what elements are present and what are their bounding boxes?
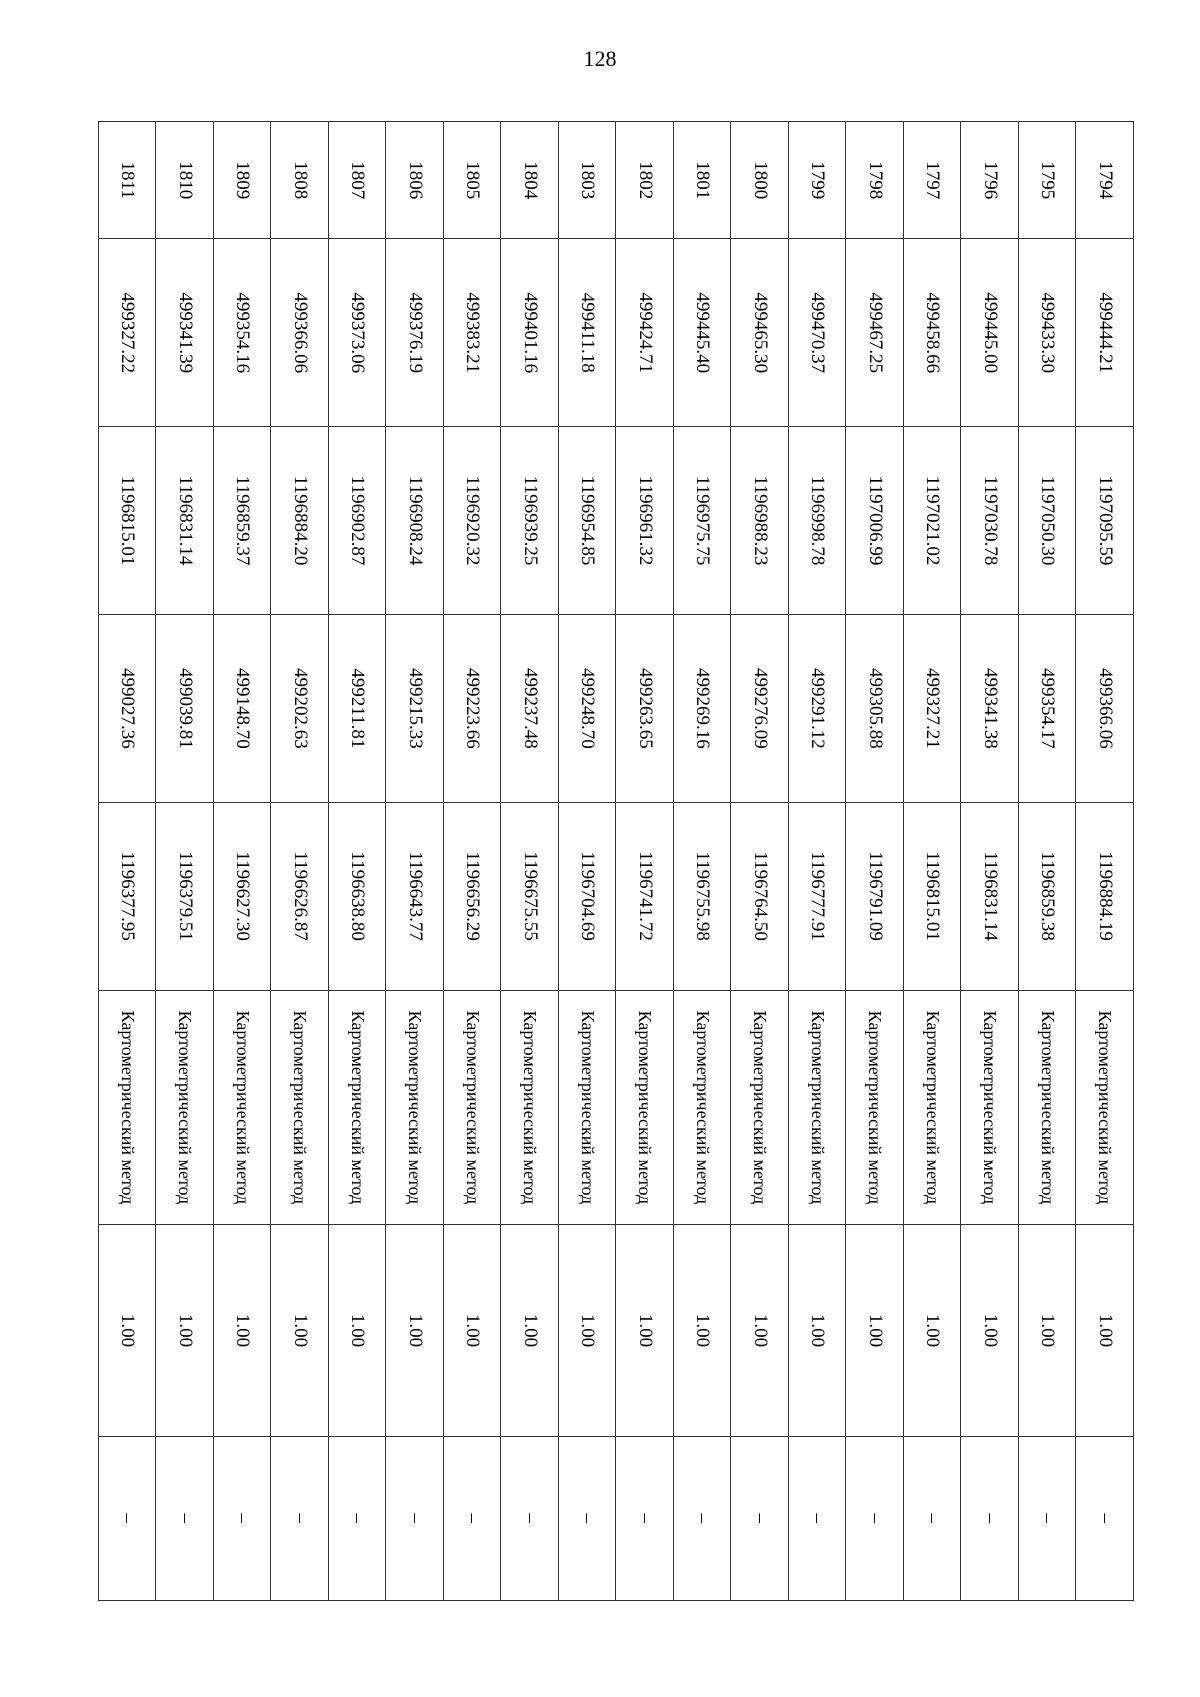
y-coordinate-cell: 1197006.99 xyxy=(846,427,904,615)
point-number-cell: 1799 xyxy=(789,122,847,239)
table-row xyxy=(616,122,674,1601)
accuracy-cell: 1.00 xyxy=(271,1225,329,1436)
method-cell: Картометрический метод xyxy=(501,990,559,1225)
x-coordinate-cell: 499202.63 xyxy=(271,614,329,802)
y-coordinate-cell: 1196643.77 xyxy=(386,802,444,990)
accuracy-cell: 1.00 xyxy=(674,1225,732,1436)
x-coordinate-cell: 499401.16 xyxy=(501,239,559,427)
x-coordinate-cell: 499366.06 xyxy=(271,239,329,427)
accuracy-cell: 1.00 xyxy=(501,1225,559,1436)
note-cell: – xyxy=(444,1436,502,1600)
y-coordinate-cell: 1196377.95 xyxy=(99,802,157,990)
accuracy-cell: 1.00 xyxy=(156,1225,214,1436)
accuracy-cell: 1.00 xyxy=(904,1225,962,1436)
y-coordinate-cell: 1196902.87 xyxy=(329,427,387,615)
table-row xyxy=(1076,122,1134,1601)
table-row xyxy=(789,122,847,1601)
method-cell: Картометрический метод xyxy=(961,990,1019,1225)
point-number-cell: 1810 xyxy=(156,122,214,239)
method-cell: Картометрический метод xyxy=(789,990,847,1225)
y-coordinate-cell: 1196831.14 xyxy=(156,427,214,615)
x-coordinate-cell: 499269.16 xyxy=(674,614,732,802)
accuracy-cell: 1.00 xyxy=(214,1225,272,1436)
method-cell: Картометрический метод xyxy=(731,990,789,1225)
note-cell: – xyxy=(789,1436,847,1600)
note-cell: – xyxy=(501,1436,559,1600)
y-coordinate-cell: 1196884.19 xyxy=(1076,802,1134,990)
x-coordinate-cell: 499467.25 xyxy=(846,239,904,427)
y-coordinate-cell: 1196626.87 xyxy=(271,802,329,990)
y-coordinate-cell: 1196764.50 xyxy=(731,802,789,990)
note-cell: – xyxy=(1019,1436,1077,1600)
accuracy-cell: 1.00 xyxy=(444,1225,502,1436)
point-number-cell: 1808 xyxy=(271,122,329,239)
point-number-cell: 1809 xyxy=(214,122,272,239)
point-number-cell: 1797 xyxy=(904,122,962,239)
y-coordinate-cell: 1196815.01 xyxy=(904,802,962,990)
x-coordinate-cell: 499444.21 xyxy=(1076,239,1134,427)
accuracy-cell: 1.00 xyxy=(1019,1225,1077,1436)
accuracy-cell: 1.00 xyxy=(99,1225,157,1436)
y-coordinate-cell: 1197095.59 xyxy=(1076,427,1134,615)
point-number-cell: 1805 xyxy=(444,122,502,239)
y-coordinate-cell: 1196379.51 xyxy=(156,802,214,990)
x-coordinate-cell: 499276.09 xyxy=(731,614,789,802)
table-row xyxy=(731,122,789,1601)
x-coordinate-cell: 499366.06 xyxy=(1076,614,1134,802)
accuracy-cell: 1.00 xyxy=(386,1225,444,1436)
method-cell: Картометрический метод xyxy=(329,990,387,1225)
x-coordinate-cell: 499383.21 xyxy=(444,239,502,427)
point-number-cell: 1802 xyxy=(616,122,674,239)
x-coordinate-cell: 499215.33 xyxy=(386,614,444,802)
x-coordinate-cell: 499327.21 xyxy=(904,614,962,802)
table-row xyxy=(444,122,502,1601)
x-coordinate-cell: 499148.70 xyxy=(214,614,272,802)
y-coordinate-cell: 1196920.32 xyxy=(444,427,502,615)
point-number-cell: 1801 xyxy=(674,122,732,239)
y-coordinate-cell: 1196988.23 xyxy=(731,427,789,615)
y-coordinate-cell: 1196815.01 xyxy=(99,427,157,615)
method-cell: Картометрический метод xyxy=(444,990,502,1225)
coordinates-table-container xyxy=(98,121,1134,1601)
table-row xyxy=(156,122,214,1601)
method-cell: Картометрический метод xyxy=(99,990,157,1225)
x-coordinate-cell: 499248.70 xyxy=(559,614,617,802)
table-row xyxy=(99,122,157,1601)
y-coordinate-cell: 1196939.25 xyxy=(501,427,559,615)
method-cell: Картометрический метод xyxy=(559,990,617,1225)
point-number-cell: 1796 xyxy=(961,122,1019,239)
x-coordinate-cell: 499458.66 xyxy=(904,239,962,427)
note-cell: – xyxy=(1076,1436,1134,1600)
x-coordinate-cell: 499433.30 xyxy=(1019,239,1077,427)
note-cell: – xyxy=(214,1436,272,1600)
method-cell: Картометрический метод xyxy=(616,990,674,1225)
table-row xyxy=(1019,122,1077,1601)
note-cell: – xyxy=(846,1436,904,1600)
note-cell: – xyxy=(616,1436,674,1600)
note-cell: – xyxy=(156,1436,214,1600)
method-cell: Картометрический метод xyxy=(904,990,962,1225)
method-cell: Картометрический метод xyxy=(1076,990,1134,1225)
x-coordinate-cell: 499291.12 xyxy=(789,614,847,802)
x-coordinate-cell: 499327.22 xyxy=(99,239,157,427)
x-coordinate-cell: 499263.65 xyxy=(616,614,674,802)
point-number-cell: 1804 xyxy=(501,122,559,239)
x-coordinate-cell: 499027.36 xyxy=(99,614,157,802)
note-cell: – xyxy=(559,1436,617,1600)
accuracy-cell: 1.00 xyxy=(846,1225,904,1436)
method-cell: Картометрический метод xyxy=(271,990,329,1225)
y-coordinate-cell: 1196961.32 xyxy=(616,427,674,615)
point-number-cell: 1794 xyxy=(1076,122,1134,239)
y-coordinate-cell: 1196998.78 xyxy=(789,427,847,615)
table-row xyxy=(501,122,559,1601)
note-cell: – xyxy=(731,1436,789,1600)
table-row xyxy=(846,122,904,1601)
table-row xyxy=(674,122,732,1601)
method-cell: Картометрический метод xyxy=(386,990,444,1225)
accuracy-cell: 1.00 xyxy=(1076,1225,1134,1436)
x-coordinate-cell: 499341.38 xyxy=(961,614,1019,802)
method-cell: Картометрический метод xyxy=(156,990,214,1225)
x-coordinate-cell: 499211.81 xyxy=(329,614,387,802)
point-number-cell: 1806 xyxy=(386,122,444,239)
y-coordinate-cell: 1196741.72 xyxy=(616,802,674,990)
x-coordinate-cell: 499465.30 xyxy=(731,239,789,427)
y-coordinate-cell: 1196908.24 xyxy=(386,427,444,615)
x-coordinate-cell: 499305.88 xyxy=(846,614,904,802)
method-cell: Картометрический метод xyxy=(846,990,904,1225)
y-coordinate-cell: 1196954.85 xyxy=(559,427,617,615)
table-row xyxy=(214,122,272,1601)
point-number-cell: 1795 xyxy=(1019,122,1077,239)
method-cell: Картометрический метод xyxy=(1019,990,1077,1225)
accuracy-cell: 1.00 xyxy=(789,1225,847,1436)
note-cell: – xyxy=(961,1436,1019,1600)
x-coordinate-cell: 499411.18 xyxy=(559,239,617,427)
x-coordinate-cell: 499039.81 xyxy=(156,614,214,802)
coordinates-table xyxy=(98,121,1134,1601)
x-coordinate-cell: 499341.39 xyxy=(156,239,214,427)
x-coordinate-cell: 499470.37 xyxy=(789,239,847,427)
note-cell: – xyxy=(674,1436,732,1600)
y-coordinate-cell: 1196755.98 xyxy=(674,802,732,990)
accuracy-cell: 1.00 xyxy=(961,1225,1019,1436)
point-number-cell: 1798 xyxy=(846,122,904,239)
point-number-cell: 1803 xyxy=(559,122,617,239)
y-coordinate-cell: 1197021.02 xyxy=(904,427,962,615)
point-number-cell: 1800 xyxy=(731,122,789,239)
x-coordinate-cell: 499354.16 xyxy=(214,239,272,427)
table-row xyxy=(329,122,387,1601)
x-coordinate-cell: 499445.40 xyxy=(674,239,732,427)
y-coordinate-cell: 1196884.20 xyxy=(271,427,329,615)
accuracy-cell: 1.00 xyxy=(329,1225,387,1436)
y-coordinate-cell: 1196656.29 xyxy=(444,802,502,990)
y-coordinate-cell: 1196791.09 xyxy=(846,802,904,990)
table-row xyxy=(271,122,329,1601)
point-number-cell: 1807 xyxy=(329,122,387,239)
y-coordinate-cell: 1196831.14 xyxy=(961,802,1019,990)
note-cell: – xyxy=(329,1436,387,1600)
y-coordinate-cell: 1196859.37 xyxy=(214,427,272,615)
table-row xyxy=(386,122,444,1601)
x-coordinate-cell: 499237.48 xyxy=(501,614,559,802)
point-number-cell: 1811 xyxy=(99,122,157,239)
x-coordinate-cell: 499354.17 xyxy=(1019,614,1077,802)
page-number: 128 xyxy=(583,46,617,71)
x-coordinate-cell: 499223.66 xyxy=(444,614,502,802)
method-cell: Картометрический метод xyxy=(214,990,272,1225)
table-row xyxy=(559,122,617,1601)
table-row xyxy=(961,122,1019,1601)
accuracy-cell: 1.00 xyxy=(731,1225,789,1436)
method-cell: Картометрический метод xyxy=(674,990,732,1225)
y-coordinate-cell: 1196638.80 xyxy=(329,802,387,990)
y-coordinate-cell: 1197030.78 xyxy=(961,427,1019,615)
y-coordinate-cell: 1196859.38 xyxy=(1019,802,1077,990)
table-row xyxy=(904,122,962,1601)
x-coordinate-cell: 499424.71 xyxy=(616,239,674,427)
note-cell: – xyxy=(386,1436,444,1600)
x-coordinate-cell: 499373.06 xyxy=(329,239,387,427)
table-body xyxy=(99,122,1134,1601)
x-coordinate-cell: 499376.19 xyxy=(386,239,444,427)
note-cell: – xyxy=(271,1436,329,1600)
accuracy-cell: 1.00 xyxy=(616,1225,674,1436)
y-coordinate-cell: 1197050.30 xyxy=(1019,427,1077,615)
note-cell: – xyxy=(904,1436,962,1600)
y-coordinate-cell: 1196777.91 xyxy=(789,802,847,990)
y-coordinate-cell: 1196975.75 xyxy=(674,427,732,615)
x-coordinate-cell: 499445.00 xyxy=(961,239,1019,427)
accuracy-cell: 1.00 xyxy=(559,1225,617,1436)
y-coordinate-cell: 1196627.30 xyxy=(214,802,272,990)
y-coordinate-cell: 1196704.69 xyxy=(559,802,617,990)
y-coordinate-cell: 1196675.55 xyxy=(501,802,559,990)
note-cell: – xyxy=(99,1436,157,1600)
